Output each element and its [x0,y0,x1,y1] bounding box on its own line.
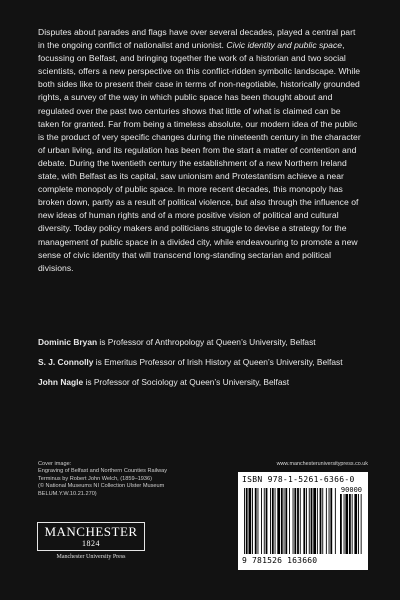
credit-line: (© National Museums NI Collection Ulster Museum [38,483,165,490]
barcode-bar [284,488,285,554]
barcode-bar [344,494,345,554]
barcode-addon-bars [340,494,362,554]
barcode-bar [335,488,336,554]
barcode-bar [249,488,252,554]
publisher-logo [36,522,146,561]
author-bio [38,356,364,369]
barcode-bar [326,488,327,554]
barcode-bar [329,488,330,554]
barcode-bar [252,488,253,554]
barcode-bar [300,488,301,554]
barcode-bar [358,494,359,554]
book-title-italic: Civic identity and public space [226,40,343,51]
barcode-bar [272,488,274,554]
publisher-website: www.manchesteruniversitypress.co.uk [276,461,368,467]
barcode-bar [303,488,305,554]
barcode-bar [294,488,296,554]
price-code: 90000 [340,486,362,494]
cover-image-credit [38,461,218,498]
publisher-logo-box [37,522,144,551]
barcode-bar [264,488,265,554]
barcode-main-bars [244,488,336,554]
barcode-bar [352,494,353,554]
barcode-bar [322,488,323,554]
barcode-bar [261,488,262,554]
isbn-text: ISBN 978-1-5261-6366-0 [242,475,355,484]
barcode-bar [313,488,316,554]
blurb-part-1: Disputes about parades and flags have over several decades, played a central part in the ongoing conflict of nationalist and unionist. [38,27,356,51]
blurb-part-2: , focussing on Belfast, and bringing together the work of a historian and two social scientists, offers a new perspective on this conflict-ridden symbolic landscape. While both sides like to present their case in terms of non-negotiable, historically grounded rights, a survey of the way in which public space has been thought about and regulated over the past two centuries shows that little of what is claimed can be taken for granted. Far from being a timeless absolute, our modern idea of the public is the product of very specific changes during the nineteenth century in the character of urban living, and its regulation has been from the start a matter of contention and debate. During the twentieth century the establishment of a new Northern Ireland state, with Belfast as its capital, saw unionism and Protestantism achieve a near complete monopoly of public space. In more recent decades, this monopoly has broken down, partly as a result of political violence, but also through the influence of new ideas of human rights and of a more positive vision of political and cultural diversity. Today policy makers and politicians struggle to devise a strategy for the management of public space in a divided city, while endeavouring to promote a new sense of civic identity that will transcend long-standing sectarian and political divisions. [38,40,361,273]
ean-digits: 9 781526 163660 [242,556,318,565]
barcode-bar [244,488,245,554]
barcode-bar [330,488,332,554]
barcode-bar [361,494,362,554]
blurb-text [38,26,364,275]
publisher-label: Manchester University Press [56,554,126,560]
publisher-name: MANCHESTER [44,524,138,539]
author-bio [38,336,364,349]
barcode-bar [285,488,287,554]
publisher-year: 1824 [82,539,100,548]
barcode-bar [317,488,318,554]
barcode-bar [340,494,342,554]
barcode-bar [297,488,299,554]
author-role: is Professor of Anthropology at Queen’s University, Belfast [97,337,316,347]
author-name: John Nagle [38,377,84,387]
barcode-bar [320,488,322,554]
barcode-bar [275,488,276,554]
barcode-bar [266,488,268,554]
credit-line: Cover image: [38,461,72,467]
author-bio [38,376,364,389]
barcode-bar [258,488,259,554]
barcode-bar [293,488,294,554]
barcode-bar [255,488,257,554]
barcode-bar [281,488,283,554]
barcode-bar [289,488,290,554]
barcode-bar [311,488,313,554]
barcode-bar [349,494,351,554]
barcode-bar [277,488,280,554]
author-role: is Professor of Sociology at Queen’s University, Belfast [83,377,290,387]
credit-line: Engraving of Belfast and Northern Counties Railway [38,468,168,475]
barcode-bar [246,488,248,554]
barcode-bar [270,488,271,554]
barcode-bar [306,488,307,554]
barcode-bar [309,488,310,554]
author-role: is Emeritus Professor of Irish History at Queen’s University, Belfast [93,357,343,367]
credit-line: BELUM.Y.W.10.21.270) [38,490,97,497]
author-bios [38,336,364,396]
isbn-barcode [238,472,368,570]
barcode-bar [345,494,348,554]
barcode-bar [354,494,357,554]
author-name: S. J. Connolly [38,357,94,367]
credit-line: Terminus by Robert John Welch, (1859–1936) [38,475,153,482]
author-name: Dominic Bryan [38,337,98,347]
